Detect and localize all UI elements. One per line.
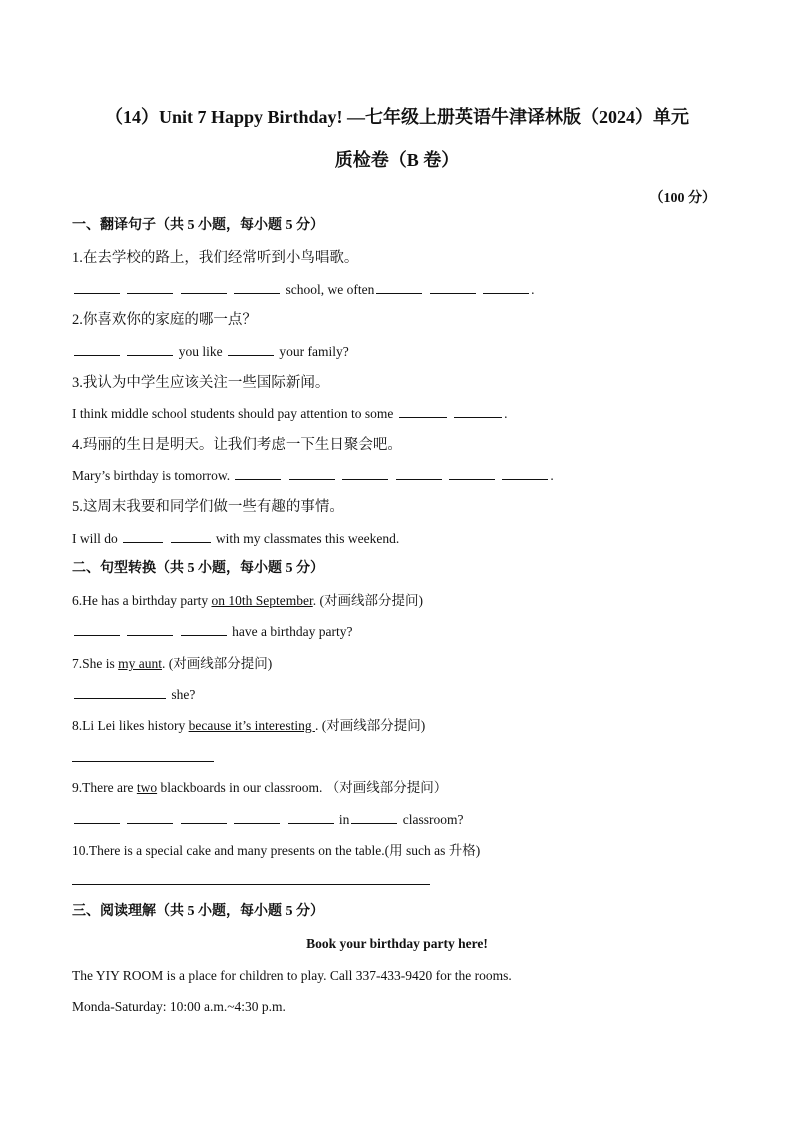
blank[interactable] (127, 623, 173, 636)
blank[interactable] (454, 405, 502, 418)
blank[interactable] (234, 811, 280, 824)
q9-in: in (338, 812, 350, 827)
blank[interactable] (449, 467, 495, 480)
blank[interactable] (399, 405, 447, 418)
reading-title: Book your birthday party here! (306, 936, 488, 951)
q7-prompt (72, 655, 272, 673)
q7-answer-text: she? (171, 687, 196, 702)
blank[interactable] (74, 811, 120, 824)
q5-chinese: 5.这周末我要和同学们做一些有趣的事情。 (72, 499, 344, 515)
blank[interactable] (228, 343, 274, 356)
q9-underlined: two (136, 780, 158, 795)
q8-answer-line (72, 749, 216, 767)
blank[interactable] (123, 530, 163, 543)
blank[interactable] (181, 623, 227, 636)
blank[interactable] (235, 467, 281, 480)
q7-underlined: my aunt (118, 656, 163, 671)
blank[interactable] (483, 281, 529, 294)
q1-text: school, we often (285, 282, 375, 297)
q2-end: your family? (279, 344, 349, 359)
blank[interactable] (127, 281, 173, 294)
q9-answer-line (72, 811, 464, 829)
blank[interactable] (430, 281, 476, 294)
q5-answer-line (72, 530, 399, 548)
q6-instruction: . (对画线部分提问) (312, 593, 423, 608)
q5-end: with my classmates this weekend. (215, 531, 400, 546)
blank[interactable] (74, 281, 120, 294)
page-title: （14）Unit 7 Happy Birthday! —七年级上册英语牛津译林版（2024）单元 (104, 107, 690, 127)
blank[interactable] (288, 811, 334, 824)
blank[interactable] (171, 530, 211, 543)
q7-instruction: . (对画线部分提问) (162, 656, 273, 671)
q1-chinese: 1.在去学校的路上，我们经常听到小鸟唱歌。 (72, 250, 359, 266)
blank[interactable] (234, 281, 280, 294)
q1-end: . (531, 282, 535, 297)
reading-paragraph-2: Monda-Saturday: 10:00 a.m.~4:30 p.m. (72, 999, 286, 1014)
q3-chinese: 3.我认为中学生应该关注一些国际新闻。 (72, 375, 330, 391)
page-subtitle: 质检卷（B 卷） (334, 150, 460, 170)
blank[interactable] (502, 467, 548, 480)
blank[interactable] (74, 343, 120, 356)
q8-text: 8.Li Lei likes history (72, 718, 186, 733)
q7-text: 7.She is (72, 656, 115, 671)
q8-instruction: . (对画线部分提问) (314, 718, 426, 733)
q2-chinese: 2.你喜欢你的家庭的哪一点？ (72, 312, 257, 328)
blank[interactable] (74, 686, 166, 699)
q4-chinese: 4.玛丽的生日是明天。让我们考虑一下生日聚会吧。 (72, 437, 402, 453)
q3-text: I think middle school students should pay attention to some (72, 406, 394, 421)
q9-text: 9.There are (72, 780, 134, 795)
blank[interactable] (127, 343, 173, 356)
q9-prompt (72, 779, 447, 797)
q2-text: you like (178, 344, 223, 359)
q3-answer-line (72, 405, 507, 423)
blank[interactable] (74, 623, 120, 636)
blank[interactable] (351, 811, 397, 824)
q10-answer-line (72, 872, 432, 890)
q3-end: . (504, 406, 508, 421)
q8-underlined: because it’s interesting (188, 718, 315, 733)
section-2-heading: 二、句型转换（共 5 小题，每小题 5 分） (72, 561, 324, 576)
q4-end: . (550, 468, 554, 483)
q8-prompt (72, 717, 425, 735)
q6-text: 6.He has a birthday party (72, 593, 209, 608)
blank[interactable] (72, 749, 214, 762)
blank[interactable] (181, 811, 227, 824)
q9-answer-text: classroom? (402, 812, 464, 827)
section-3-heading: 三、阅读理解（共 5 小题，每小题 5 分） (72, 904, 324, 919)
blank[interactable] (289, 467, 335, 480)
total-score: （100 分） (649, 191, 716, 206)
q4-text: Mary’s birthday is tomorrow. (72, 468, 231, 483)
q4-answer-line (72, 467, 554, 485)
blank[interactable] (127, 811, 173, 824)
q10-prompt: 10.There is a special cake and many presents on the table.(用 such as 升格) (72, 843, 481, 858)
q5-text: I will do (72, 531, 118, 546)
q9-instruction: blackboards in our classroom. （对画线部分提问） (160, 780, 448, 795)
blank[interactable] (72, 872, 430, 885)
q6-prompt (72, 592, 423, 610)
section-1-heading: 一、翻译句子（共 5 小题，每小题 5 分） (72, 218, 324, 233)
blank[interactable] (396, 467, 442, 480)
reading-paragraph-1: The YIY ROOM is a place for children to play. Call 337-433-9420 for the rooms. (72, 968, 512, 983)
q6-answer-line (72, 623, 352, 641)
blank[interactable] (181, 281, 227, 294)
blank[interactable] (376, 281, 422, 294)
q6-answer-text: have a birthday party? (232, 624, 353, 639)
q1-answer-line (72, 281, 534, 299)
q2-answer-line (72, 343, 349, 361)
q6-underlined: on 10th September (211, 593, 313, 608)
q7-answer-line (72, 686, 195, 704)
blank[interactable] (342, 467, 388, 480)
